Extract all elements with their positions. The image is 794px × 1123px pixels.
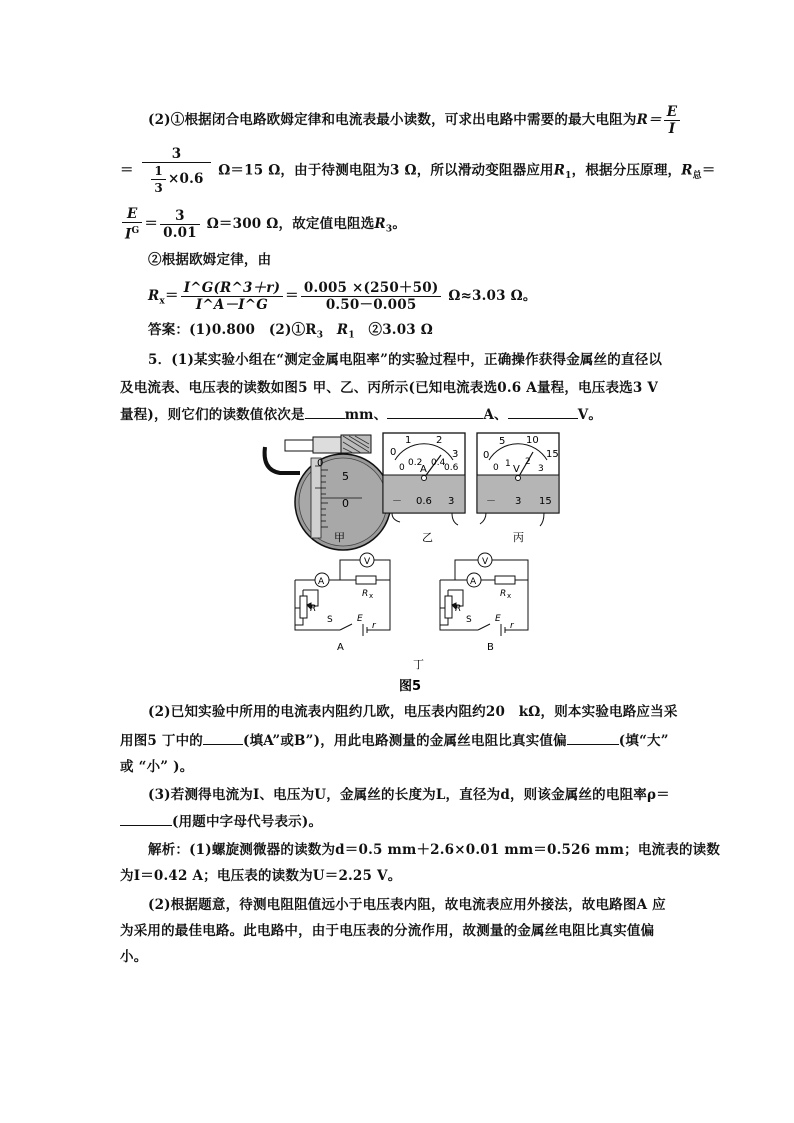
- micrometer-diagram: [265, 435, 391, 550]
- solution-part1-line-2: 为I＝0.42 A；电压表的读数为U＝2.25 V。: [120, 868, 402, 884]
- ammeter-label-inner-0: 0: [399, 463, 405, 473]
- q5-line-3: 量程)，则它们的读数值依次是 mm、 A、 V。: [120, 404, 602, 425]
- fraction-numeric: $\frac{0.005 \times(250+50)}{0.50-0.005}$: [301, 280, 442, 313]
- voltmeter-terminal-neg: －: [486, 496, 496, 507]
- q5-line-1: 5．(1)某实验小组在“测定金属电阻率”的实验过程中，正确操作获得金属丝的直径以: [148, 352, 663, 368]
- ammeter-label-0: 0: [390, 447, 397, 458]
- fraction-E-over-IG: $\frac{E}{I^G}$: [122, 206, 142, 243]
- circuit-b-rx-sub: x: [507, 592, 512, 600]
- fraction-formula: $\frac{I\^{}G(R\^{}3+r)}{I\^{}A-I\^{}G}$: [181, 280, 283, 313]
- label-yi: 乙: [422, 531, 433, 544]
- label-bing: 丙: [513, 531, 524, 544]
- solution-step-1-end: $\frac{E}{I^G}$ ＝ $\frac{3}{0.01}$ Ω＝300 Ω，故定值电阻选$R_3$。: [120, 206, 406, 243]
- circuit-b-switch: S: [466, 615, 472, 625]
- ammeter-terminal-3: 3: [448, 496, 455, 507]
- solution-part1-line-1: 解析：(1)螺旋测微器的读数为d＝0.5 mm＋2.6×0.01 mm＝0.526 mm；电流表的读数: [148, 842, 721, 858]
- circuit-a-rx-sub: x: [369, 592, 374, 600]
- voltmeter-label-inner-0: 0: [493, 463, 499, 473]
- micrometer-main-0: 0: [317, 458, 324, 469]
- answer-blank-bias[interactable]: [567, 730, 619, 745]
- circuit-a-rx: R: [362, 589, 369, 599]
- circuit-b-emf: E: [495, 614, 501, 624]
- answer-line: 答案：(1)0.800 $(2)①R_3$ $R_1$ ②3.03 Ω: [148, 322, 433, 341]
- ammeter-label-04: 0.4: [431, 458, 446, 468]
- label-jia: 甲: [334, 531, 345, 544]
- label-ding: 丁: [413, 658, 424, 671]
- solution-part2-line-2: 为采用的最佳电路。此电路中，由于电压表的分流作用，故测量的金属丝电阻比真实值偏: [120, 923, 655, 939]
- q5-part2-line-3: 或 “小” )。: [120, 759, 194, 775]
- voltmeter-terminal-15: 15: [539, 496, 552, 507]
- ammeter-label-06: 0.6: [444, 463, 459, 473]
- solution-part2-line-1: (2)根据题意，待测电阻阻值远小于电压表内阻，故电流表应用外接法，故电路图A 应: [148, 897, 666, 913]
- circuit-a-label: A: [337, 642, 344, 653]
- fraction-1-3: $\frac{1}{3}$: [151, 163, 166, 196]
- circuit-a-emf: E: [357, 614, 363, 624]
- answer-blank-circuit[interactable]: [203, 730, 243, 745]
- solution-step-1: (2)①根据闭合电路欧姆定律和电流表最小读数，可求出电路中需要的最大电阻为R＝ $\frac{E}{I}$: [148, 104, 682, 137]
- ammeter-diagram: [383, 433, 465, 525]
- circuit-b-internal-r: r: [510, 621, 514, 631]
- voltmeter-label-10: 10: [526, 435, 539, 446]
- voltmeter-diagram: [477, 433, 559, 526]
- circuit-b-rx: R: [500, 589, 507, 599]
- voltmeter-unit: V: [513, 464, 520, 475]
- q5-part3-line-1: (3)若测得电流为I、电压为U，金属丝的长度为L，直径为d，则该金属丝的电阻率ρ＝: [148, 787, 670, 803]
- circuit-a-voltmeter: V: [364, 557, 371, 567]
- ammeter-unit: A: [420, 464, 427, 475]
- ammeter-label-02: 0.2: [408, 458, 423, 468]
- q5-part2-line-2: 用图5 丁中的 (填A”或B”)，用此电路测量的金属丝电阻比真实值偏 (填“大”: [120, 730, 669, 751]
- circuit-b-voltmeter: V: [482, 557, 489, 567]
- ammeter-label-3: 3: [452, 449, 459, 460]
- circuit-a: [295, 553, 390, 636]
- fraction-3-over-001: $\frac{3}{0.01}$: [160, 208, 200, 241]
- q5-part3-line-2: (用题中字母代号表示)。: [120, 811, 322, 832]
- q5-part2-line-1: (2)已知实验中所用的电流表内阻约几欧，电压表内阻约20 kΩ，则本实验电路应当采: [148, 704, 678, 720]
- q5-line-2: 及电流表、电压表的读数如图5 甲、乙、丙所示(已知电流表选0.6 A量程，电压表选3 V: [120, 380, 659, 396]
- voltmeter-label-1: 1: [505, 459, 511, 469]
- answer-blank-resistivity[interactable]: [120, 811, 172, 826]
- fraction-3-over-expr: 3 $\frac{1}{3}$ ×0.6: [142, 146, 212, 196]
- voltmeter-terminal-3: 3: [515, 496, 522, 507]
- circuit-a-ammeter: A: [318, 577, 325, 587]
- solution-step-1-cont: ＝ 3 $\frac{1}{3}$ ×0.6 Ω＝15 Ω，由于待测电阻为3 Ω，所以滑动变阻器应用$R_1$，根据分压原理，$R_总=$: [120, 146, 716, 195]
- voltmeter-label-0: 0: [483, 450, 490, 461]
- circuit-b-r: R: [455, 604, 462, 614]
- micrometer-tick-5: 5: [342, 470, 349, 483]
- fraction-E-over-I: $\frac{E}{I}$: [664, 104, 681, 137]
- micrometer-tick-0: 0: [342, 497, 349, 510]
- solution-step-2-formula: $R_x=$ $\frac{I\^{}G(R\^{}3+r)}{I\^{}A-I\^{}G}$ ＝ $\frac{0.005 \times(250+50)}{0.50-0.005}$ Ω≈3.03 Ω。: [148, 280, 537, 313]
- voltmeter-label-3: 3: [538, 464, 544, 474]
- circuit-b-ammeter: A: [470, 577, 477, 587]
- circuit-a-r: R: [310, 604, 317, 614]
- ammeter-terminal-06: 0.6: [416, 496, 432, 507]
- solution-step-2: ②根据欧姆定律，由: [148, 252, 272, 268]
- ammeter-label-1: 1: [405, 435, 412, 446]
- circuit-a-switch: S: [327, 615, 333, 625]
- voltmeter-label-15: 15: [546, 449, 559, 460]
- ammeter-label-2: 2: [436, 435, 443, 446]
- ammeter-terminal-neg: －: [392, 496, 402, 507]
- voltmeter-label-5: 5: [499, 436, 506, 447]
- figure-caption: 图5: [399, 679, 422, 694]
- circuit-b-label: B: [487, 642, 494, 653]
- circuit-a-internal-r: r: [372, 621, 376, 631]
- solution-part2-line-3: 小。: [120, 949, 148, 965]
- voltmeter-label-2: 2: [525, 457, 531, 467]
